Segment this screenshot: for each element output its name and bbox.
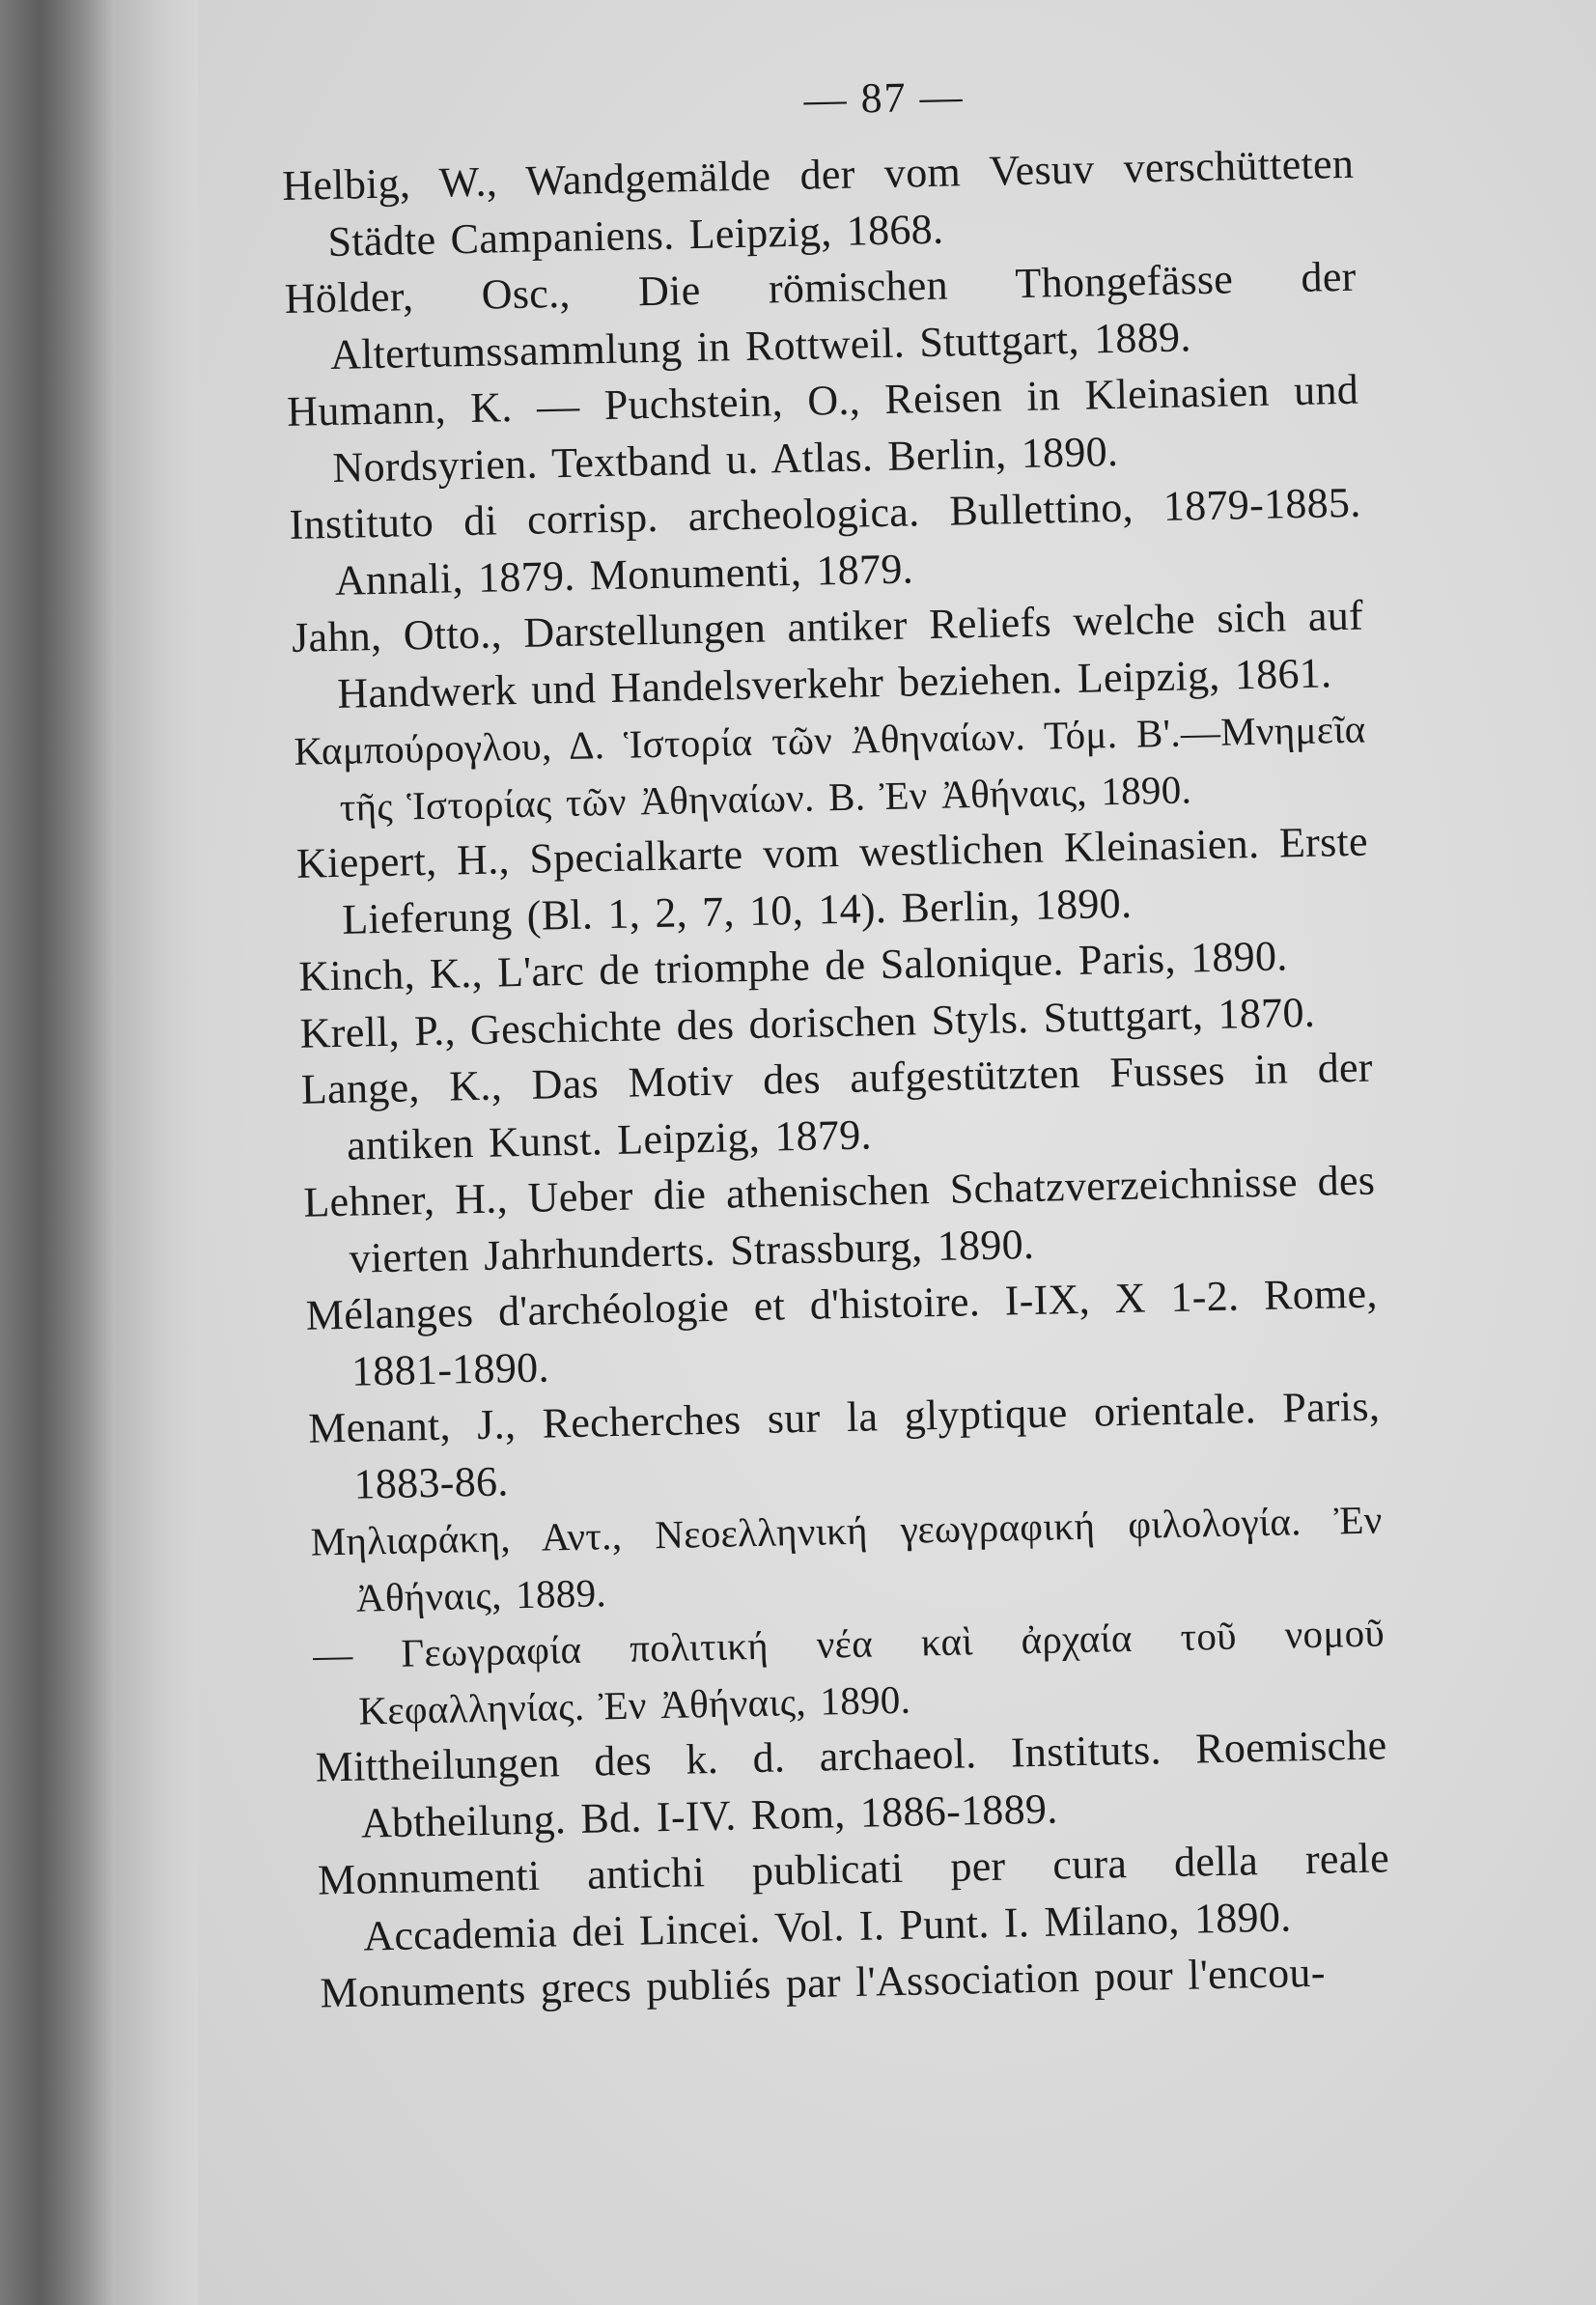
bibliography-entry: Lange, K., Das Motiv des aufgestützten Fusses in der antiken Kunst. Leipzig, 1879. <box>300 1043 1374 1169</box>
bibliography-entry: Krell, P., Geschichte des dorischen Styls. Stuttgart, 1870. <box>299 988 1316 1057</box>
bibliography-entry: Menant, J., Recherches sur la glyptique orientale. Paris, 1883-86. <box>307 1382 1381 1508</box>
bibliography-entry: — Γεωγραφία πολιτική νέα καὶ ἀρχαία τοῦ νομοῦ Κεφαλληνίας. Ἐν Ἀθήναις, 1890. <box>312 1610 1386 1733</box>
book-gutter-shadow <box>0 0 116 2305</box>
bibliography-entry: Helbig, W., Wandgemälde der vom Vesuv verschütteten Städte Campaniens. Leipzig, 1868. <box>281 139 1355 266</box>
bibliography-entry: Μηλιαράκη, Αντ., Νεοελληνική γεωγραφική φιλολογία. Ἐν Ἀθήναις, 1889. <box>310 1497 1384 1620</box>
bibliography-entry: Jahn, Otto., Darstellungen antiker Reliefs welche sich auf Handwerk und Handelsverkehr beziehen. Leipzig, 1861. <box>291 591 1364 717</box>
bibliography-entry: Mélanges d'archéologie et d'histoire. I-IX, X 1-2. Rome, 1881-1890. <box>305 1269 1379 1395</box>
book-gutter-edge <box>116 0 203 2305</box>
bibliography-entry: Monuments grecs publiés par l'Association pour l'encou- <box>320 1948 1327 2017</box>
bibliography-entry: Καμπούρογλου, Δ. Ἱστορία τῶν Ἀθηναίων. Τόμ. Β'.—Μνημεῖα τῆς Ἱστορίας τῶν Ἀθηναίων. Β. Ἐν Ἀθήναις, 1890. <box>294 706 1366 829</box>
bibliography-entry: Humann, K. — Puchstein, O., Reisen in Kleinasien und Nordsyrien. Textband u. Atlas. Berlin, 1890. <box>286 365 1359 492</box>
bibliography-text-block <box>280 55 1392 2022</box>
bibliography-entry: Monnumenti antichi publicati per cura della reale Accademia dei Lincei. Vol. I. Punt. I. Milano, 1890. <box>317 1834 1390 1960</box>
page-number: — 87 — <box>803 72 966 124</box>
bibliography-entry: Kinch, K., L'arc de triomphe de Salonique. Paris, 1890. <box>297 932 1289 1000</box>
bibliography-entry: Hölder, Osc., Die römischen Thongefässe der Altertumssammlung in Rottweil. Stuttgart, 1889. <box>284 252 1358 379</box>
bibliography-entry: Mittheilungen des k. d. archaeol. Instituts. Roemische Abtheilung. Bd. I-IV. Rom, 1886-1889. <box>315 1721 1387 1847</box>
bibliography-entry: Kiepert, H., Specialkarte vom westlichen Kleinasien. Erste Lieferung (Bl. 1, 2, 7, 10, 14). Berlin, 1890. <box>295 817 1369 943</box>
bibliography-entry: Instituto di corrisp. archeologica. Bullettino, 1879-1885. Annali, 1879. Monumenti, 1879. <box>289 478 1361 604</box>
bibliography-entry: Lehner, H., Ueber die athenischen Schatzverzeichnisse des vierten Jahrhunderts. Strassburg, 1890. <box>302 1156 1376 1282</box>
